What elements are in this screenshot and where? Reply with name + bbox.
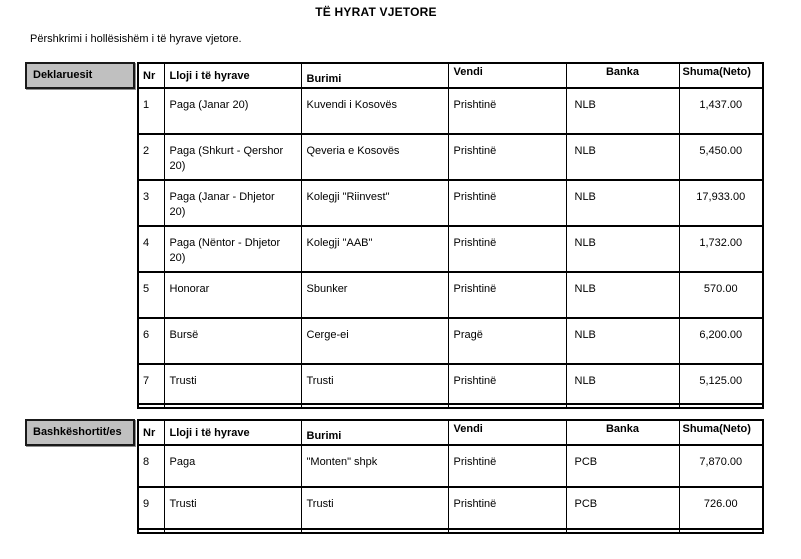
table-header-row bbox=[138, 420, 763, 445]
cell-shuma: 1,732.00 bbox=[679, 226, 763, 272]
cell-banka: NLB bbox=[566, 364, 679, 404]
cell-vendi: Prishtinë bbox=[448, 272, 566, 318]
cell-burimi: Kolegji "Riinvest" bbox=[301, 180, 448, 226]
cell-lloji: Paga (Shkurt - Qershor 20) bbox=[164, 134, 301, 180]
column-header-burimi: Burimi bbox=[301, 420, 448, 445]
empty-cell bbox=[448, 404, 566, 408]
column-header-shuma: Shuma(Neto) bbox=[679, 63, 763, 88]
cell-shuma: 570.00 bbox=[679, 272, 763, 318]
cell-vendi: Prishtinë bbox=[448, 226, 566, 272]
table-row bbox=[138, 364, 763, 404]
cell-nr: 6 bbox=[138, 318, 164, 364]
table-row bbox=[138, 318, 763, 364]
column-header-banka: Banka bbox=[566, 63, 679, 88]
table-body-bashkeshortit bbox=[138, 445, 763, 533]
table-row bbox=[138, 445, 763, 487]
cell-nr: 5 bbox=[138, 272, 164, 318]
income-table-bashkeshortit bbox=[137, 419, 764, 534]
cell-burimi: Trusti bbox=[301, 364, 448, 404]
cell-nr: 8 bbox=[138, 445, 164, 487]
table-row bbox=[138, 88, 763, 134]
table-row bbox=[138, 180, 763, 226]
cell-banka: PCB bbox=[566, 445, 679, 487]
cell-banka: NLB bbox=[566, 134, 679, 180]
empty-cell bbox=[448, 529, 566, 533]
cell-shuma: 6,200.00 bbox=[679, 318, 763, 364]
cell-shuma: 5,125.00 bbox=[679, 364, 763, 404]
cell-nr: 2 bbox=[138, 134, 164, 180]
cell-banka: NLB bbox=[566, 318, 679, 364]
cell-lloji: Paga bbox=[164, 445, 301, 487]
column-header-banka: Banka bbox=[566, 420, 679, 445]
cell-lloji: Paga (Nëntor - Dhjetor 20) bbox=[164, 226, 301, 272]
column-header-burimi: Burimi bbox=[301, 63, 448, 88]
cell-lloji: Paga (Janar 20) bbox=[164, 88, 301, 134]
column-header-vendi: Vendi bbox=[448, 63, 566, 88]
empty-cell bbox=[679, 529, 763, 533]
cell-burimi: Kuvendi i Kosovës bbox=[301, 88, 448, 134]
cell-lloji: Honorar bbox=[164, 272, 301, 318]
empty-cell bbox=[679, 404, 763, 408]
cell-burimi: "Monten" shpk bbox=[301, 445, 448, 487]
empty-cell bbox=[164, 404, 301, 408]
cell-nr: 1 bbox=[138, 88, 164, 134]
cell-burimi: Trusti bbox=[301, 487, 448, 529]
cell-shuma: 1,437.00 bbox=[679, 88, 763, 134]
empty-cell bbox=[138, 404, 164, 408]
table-body-deklaruesit bbox=[138, 88, 763, 408]
cell-nr: 9 bbox=[138, 487, 164, 529]
table-row bbox=[138, 226, 763, 272]
empty-spacer-row bbox=[138, 529, 763, 533]
cell-vendi: Prishtinë bbox=[448, 445, 566, 487]
cell-vendi: Prishtinë bbox=[448, 364, 566, 404]
empty-cell bbox=[566, 404, 679, 408]
table-header bbox=[138, 420, 763, 445]
cell-burimi: Cerge-ei bbox=[301, 318, 448, 364]
cell-shuma: 726.00 bbox=[679, 487, 763, 529]
table-header bbox=[138, 63, 763, 88]
section-bashkeshortit bbox=[25, 419, 764, 534]
table-header-row bbox=[138, 63, 763, 88]
column-header-vendi: Vendi bbox=[448, 420, 566, 445]
table-row bbox=[138, 487, 763, 529]
empty-cell bbox=[138, 529, 164, 533]
cell-vendi: Prishtinë bbox=[448, 487, 566, 529]
cell-shuma: 17,933.00 bbox=[679, 180, 763, 226]
empty-cell bbox=[301, 529, 448, 533]
section-label-deklaruesit: Deklaruesit bbox=[25, 62, 135, 89]
cell-vendi: Prishtinë bbox=[448, 180, 566, 226]
cell-vendi: Pragë bbox=[448, 318, 566, 364]
column-header-lloji: Lloji i të hyrave bbox=[164, 63, 301, 88]
table-row bbox=[138, 134, 763, 180]
section-label-bashkeshortit: Bashkëshortit/es bbox=[25, 419, 135, 446]
cell-banka: PCB bbox=[566, 487, 679, 529]
cell-banka: NLB bbox=[566, 88, 679, 134]
column-header-nr: Nr bbox=[138, 63, 164, 88]
cell-burimi: Qeveria e Kosovës bbox=[301, 134, 448, 180]
column-header-nr: Nr bbox=[138, 420, 164, 445]
cell-burimi: Kolegji "AAB" bbox=[301, 226, 448, 272]
empty-spacer-row bbox=[138, 404, 763, 408]
page-title: TË HYRAT VJETORE bbox=[315, 5, 437, 19]
cell-lloji: Paga (Janar - Dhjetor 20) bbox=[164, 180, 301, 226]
cell-lloji: Bursë bbox=[164, 318, 301, 364]
column-header-shuma: Shuma(Neto) bbox=[679, 420, 763, 445]
table-row bbox=[138, 272, 763, 318]
cell-nr: 3 bbox=[138, 180, 164, 226]
empty-cell bbox=[164, 529, 301, 533]
income-table-deklaruesit bbox=[137, 62, 764, 409]
cell-nr: 4 bbox=[138, 226, 164, 272]
cell-lloji: Trusti bbox=[164, 487, 301, 529]
cell-banka: NLB bbox=[566, 272, 679, 318]
empty-cell bbox=[301, 404, 448, 408]
cell-burimi: Sbunker bbox=[301, 272, 448, 318]
cell-shuma: 5,450.00 bbox=[679, 134, 763, 180]
cell-banka: NLB bbox=[566, 180, 679, 226]
section-deklaruesit bbox=[25, 62, 764, 409]
cell-nr: 7 bbox=[138, 364, 164, 404]
cell-vendi: Prishtinë bbox=[448, 88, 566, 134]
cell-shuma: 7,870.00 bbox=[679, 445, 763, 487]
page-subtitle: Përshkrimi i hollësishëm i të hyrave vjetore. bbox=[30, 33, 242, 45]
cell-vendi: Prishtinë bbox=[448, 134, 566, 180]
empty-cell bbox=[566, 529, 679, 533]
cell-lloji: Trusti bbox=[164, 364, 301, 404]
column-header-lloji: Lloji i të hyrave bbox=[164, 420, 301, 445]
cell-banka: NLB bbox=[566, 226, 679, 272]
